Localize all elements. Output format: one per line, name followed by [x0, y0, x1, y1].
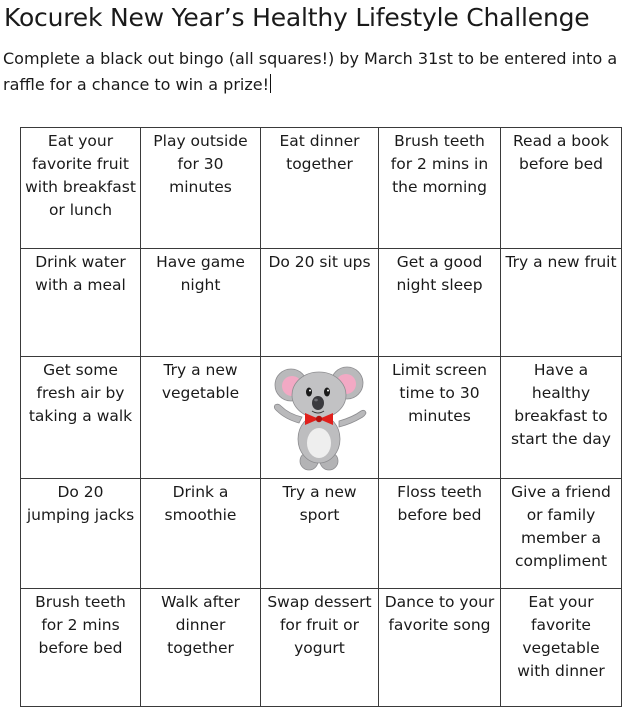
bingo-square	[141, 128, 261, 249]
square-label: Do 20 jumping jacks	[26, 483, 135, 524]
square-label: Get some fresh air by taking a walk	[28, 361, 133, 425]
square-label: Do 20 sit ups	[268, 253, 371, 271]
free-space-square	[261, 357, 379, 479]
square-label: Drink a smoothie	[164, 483, 237, 524]
bingo-square	[501, 479, 622, 589]
bingo-square	[501, 357, 622, 479]
intro-text: Complete a black out bingo (all squares!) by March 31st to be entered into a raffle for a chance to win a prize!	[3, 49, 618, 94]
text-cursor	[270, 74, 271, 93]
bingo-square	[261, 128, 379, 249]
bingo-row	[21, 357, 622, 479]
bingo-square	[379, 128, 501, 249]
bingo-square	[21, 128, 141, 249]
bingo-square	[21, 589, 141, 707]
square-label: Dance to your favorite song	[384, 593, 495, 634]
bingo-square	[379, 479, 501, 589]
bingo-square	[379, 357, 501, 479]
bingo-row	[21, 128, 622, 249]
bingo-square	[261, 479, 379, 589]
square-label: Limit screen time to 30 minutes	[392, 361, 487, 425]
bingo-square	[501, 589, 622, 707]
bingo-square	[501, 128, 622, 249]
intro-paragraph[interactable]	[3, 46, 628, 98]
square-label: Give a friend or family member a compliment	[511, 483, 611, 570]
bingo-square	[141, 357, 261, 479]
square-label: Walk after dinner together	[161, 593, 240, 657]
square-label: Brush teeth for 2 mins in the morning	[390, 132, 489, 196]
bingo-square	[141, 479, 261, 589]
square-label: Try a new vegetable	[161, 361, 240, 402]
bingo-row	[21, 589, 622, 707]
square-label: Try a new fruit	[505, 253, 617, 271]
square-label: Have a healthy breakfast to start the day	[511, 361, 611, 448]
square-label: Have game night	[156, 253, 245, 294]
bingo-square	[261, 589, 379, 707]
koala-mascot-icon	[269, 361, 371, 473]
square-label: Swap dessert for fruit or yogurt	[267, 593, 372, 657]
square-label: Eat your favorite fruit with breakfast or lunch	[25, 132, 136, 219]
bingo-square	[379, 589, 501, 707]
square-label: Play outside for 30 minutes	[153, 132, 248, 196]
square-label: Eat your favorite vegetable with dinner	[517, 593, 605, 680]
square-label: Read a book before bed	[512, 132, 610, 173]
bingo-square	[261, 249, 379, 357]
square-label: Try a new sport	[282, 483, 357, 524]
page-title: Kocurek New Year’s Healthy Lifestyle Challenge	[4, 3, 590, 32]
bingo-row	[21, 479, 622, 589]
square-label: Eat dinner together	[279, 132, 360, 173]
bingo-square	[501, 249, 622, 357]
bingo-card	[20, 127, 622, 707]
bingo-square	[141, 249, 261, 357]
square-label: Floss teeth before bed	[397, 483, 482, 524]
bingo-row	[21, 249, 622, 357]
bingo-square	[141, 589, 261, 707]
square-label: Brush teeth for 2 mins before bed	[35, 593, 126, 657]
square-label: Drink water with a meal	[35, 253, 126, 294]
square-label: Get a good night sleep	[396, 253, 483, 294]
bingo-square	[21, 479, 141, 589]
bingo-square	[21, 357, 141, 479]
bingo-square	[379, 249, 501, 357]
bingo-square	[21, 249, 141, 357]
